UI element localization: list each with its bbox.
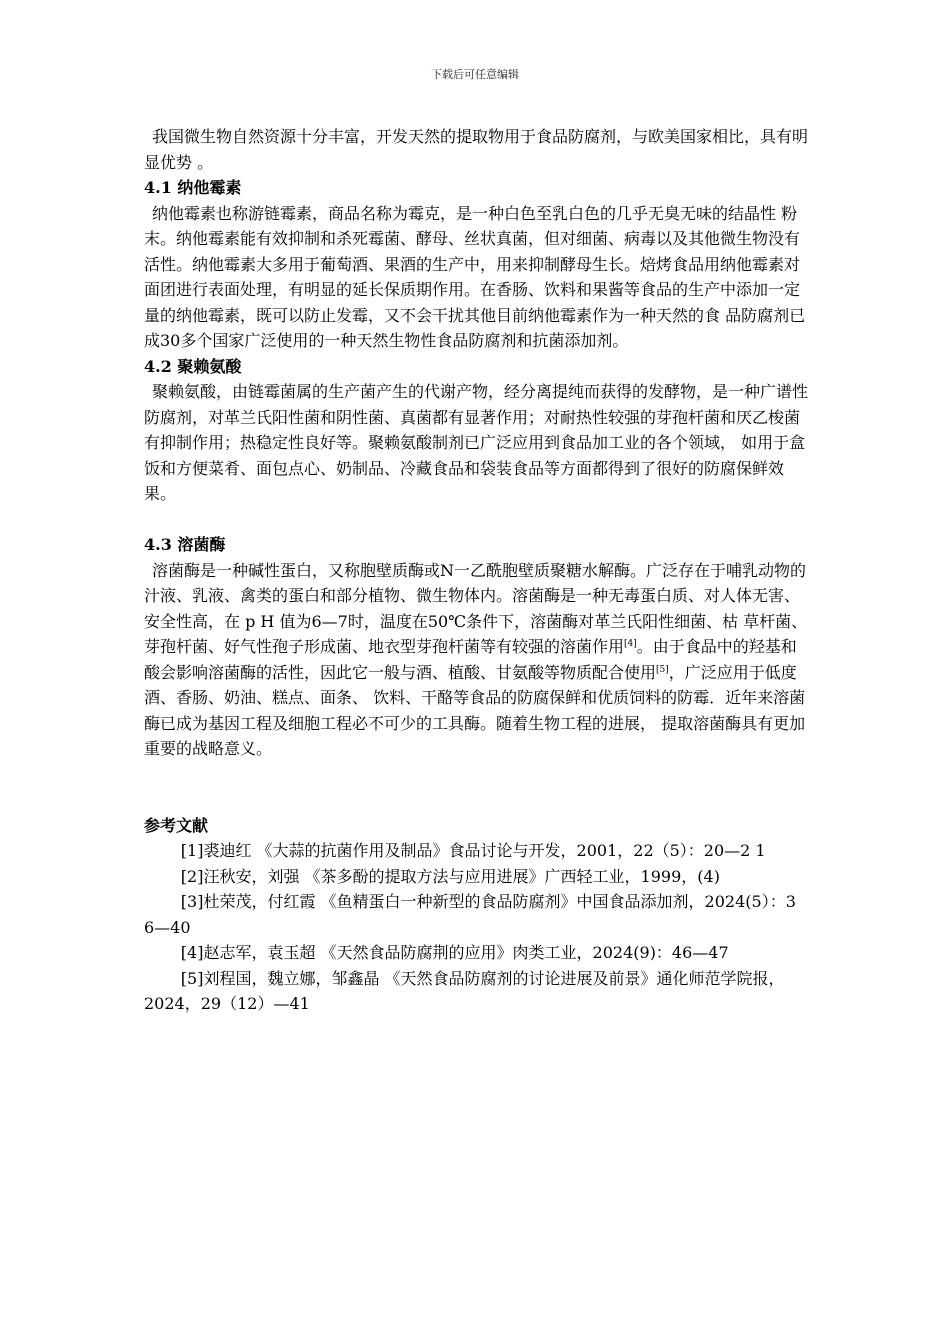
references-heading: 参考文献 xyxy=(144,815,209,835)
spacer xyxy=(144,762,808,813)
reference-item-3: [3]杜荣茂，付红霞 《鱼精蛋白一种新型的食品防腐剂》中国食品添加剂，2024(5）：3 6—40 xyxy=(144,892,796,937)
citation-4: [4] xyxy=(624,639,637,649)
page-header: 下载后可任意编辑 xyxy=(431,68,519,81)
reference-item-2: [2]汪秋安，刘强 《茶多酚的提取方法与应用进展》广西轻工业，1999，(4) xyxy=(180,866,720,886)
section-heading-lysozyme: 4.3 溶菌酶 xyxy=(144,535,226,554)
lysozyme-text-part3: ，广泛应用于低度酒、香肠、奶油、糕点、面条、 饮料、干酪等食品的防腐保鲜和优质饲料的防霉．近年来溶菌酶已成为基因工程及细胞工程必不可少的工具酶。随着生物工程的进展， 提取溶菌酶具有更加重要的战略意义。 xyxy=(144,662,806,758)
section-body-lysozyme xyxy=(144,558,808,762)
section-body-polylysine: 聚赖氨酸，由链霉菌属的生产菌产生的代谢产物，经分离提纯而获得的发酵物，是一种广谱性防腐剂，对革兰氏阳性菌和阴性菌、真菌都有显著作用；对耐热性较强的芽孢杆菌和厌乙梭菌有抑制作用；热稳定性良好等。聚赖氨酸制剂已广泛应用到食品加工业的各个领域， 如用于盒饭和方便菜肴、面包点心、奶制品、冷藏食品和袋装食品等方面都得到了很好的防腐保鲜效果。 xyxy=(144,382,809,503)
document-body xyxy=(144,124,808,1017)
lysozyme-text-part2: 。由于食品中的羟基和酸会影响溶菌酶的活性，因此它一般与酒、植酸、甘氨酸等物质配合使用 xyxy=(144,637,797,682)
section-heading-polylysine: 4.2 聚赖氨酸 xyxy=(144,356,242,376)
reference-item-1: [1]裘迪红 《大蒜的抗菌作用及制品》食品讨论与开发，2001，22（5）：20—2 1 xyxy=(180,841,766,860)
reference-item-4: [4]赵志军，袁玉超 《天然食品防腐荆的应用》肉类工业，2024(9)：46—47 xyxy=(180,943,729,962)
section-heading-natamycin: 4.1 纳他霉素 xyxy=(144,178,242,197)
intro-paragraph: 我国微生物自然资源十分丰富，开发天然的提取物用于食品防腐剂，与欧美国家相比，具有明显优势 。 xyxy=(144,127,809,172)
reference-item-5: [5]刘程国，魏立娜，邹鑫晶 《天然食品防腐剂的讨论进展及前景》通化师范学院报，2024，29（12）—41 xyxy=(144,968,785,1013)
citation-5: [5] xyxy=(656,664,669,675)
section-body-natamycin: 纳他霉素也称游链霉素，商品名称为霉克，是一种白色至乳白色的几乎无臭无味的结晶性 粉末。纳他霉素能有效抑制和杀死霉菌、酵母、丝状真菌，但对细菌、病毒以及其他微生物没有活性。纳他霉素大多用于葡萄酒、果酒的生产中，用来抑制酵母生长。焙烤食品用纳他霉素对面团进行表面处理，有明显的延长保质期作用。在香肠、饮料和果酱等食品的生产中添加一定量的纳他霉素，既可以防止发霉，又不会干扰其他目前纳他霉素作为一种天然的食 品防腐剂已成30多个国家广泛使用的一种天然生物性食品防腐剂和抗菌添加剂。 xyxy=(144,203,806,350)
spacer xyxy=(144,507,808,533)
lysozyme-text-part1: 溶菌酶是一种碱性蛋白，又称胞壁质酶或N一乙酰胞壁质聚糖水解酶。广泛存在于哺乳动物的汁液、乳液、禽类的蛋白和部分植物、微生物体内。溶菌酶是一种无毒蛋白质、对人体无害、安全性高，在 p H 值为6—7时，温度在50℃条件下，溶菌酶对革兰氏阳性细菌、枯 草杆菌、芽孢杆菌、好气性孢子形成菌、地衣型芽孢杆菌等有较强的溶菌作用 xyxy=(144,560,808,656)
